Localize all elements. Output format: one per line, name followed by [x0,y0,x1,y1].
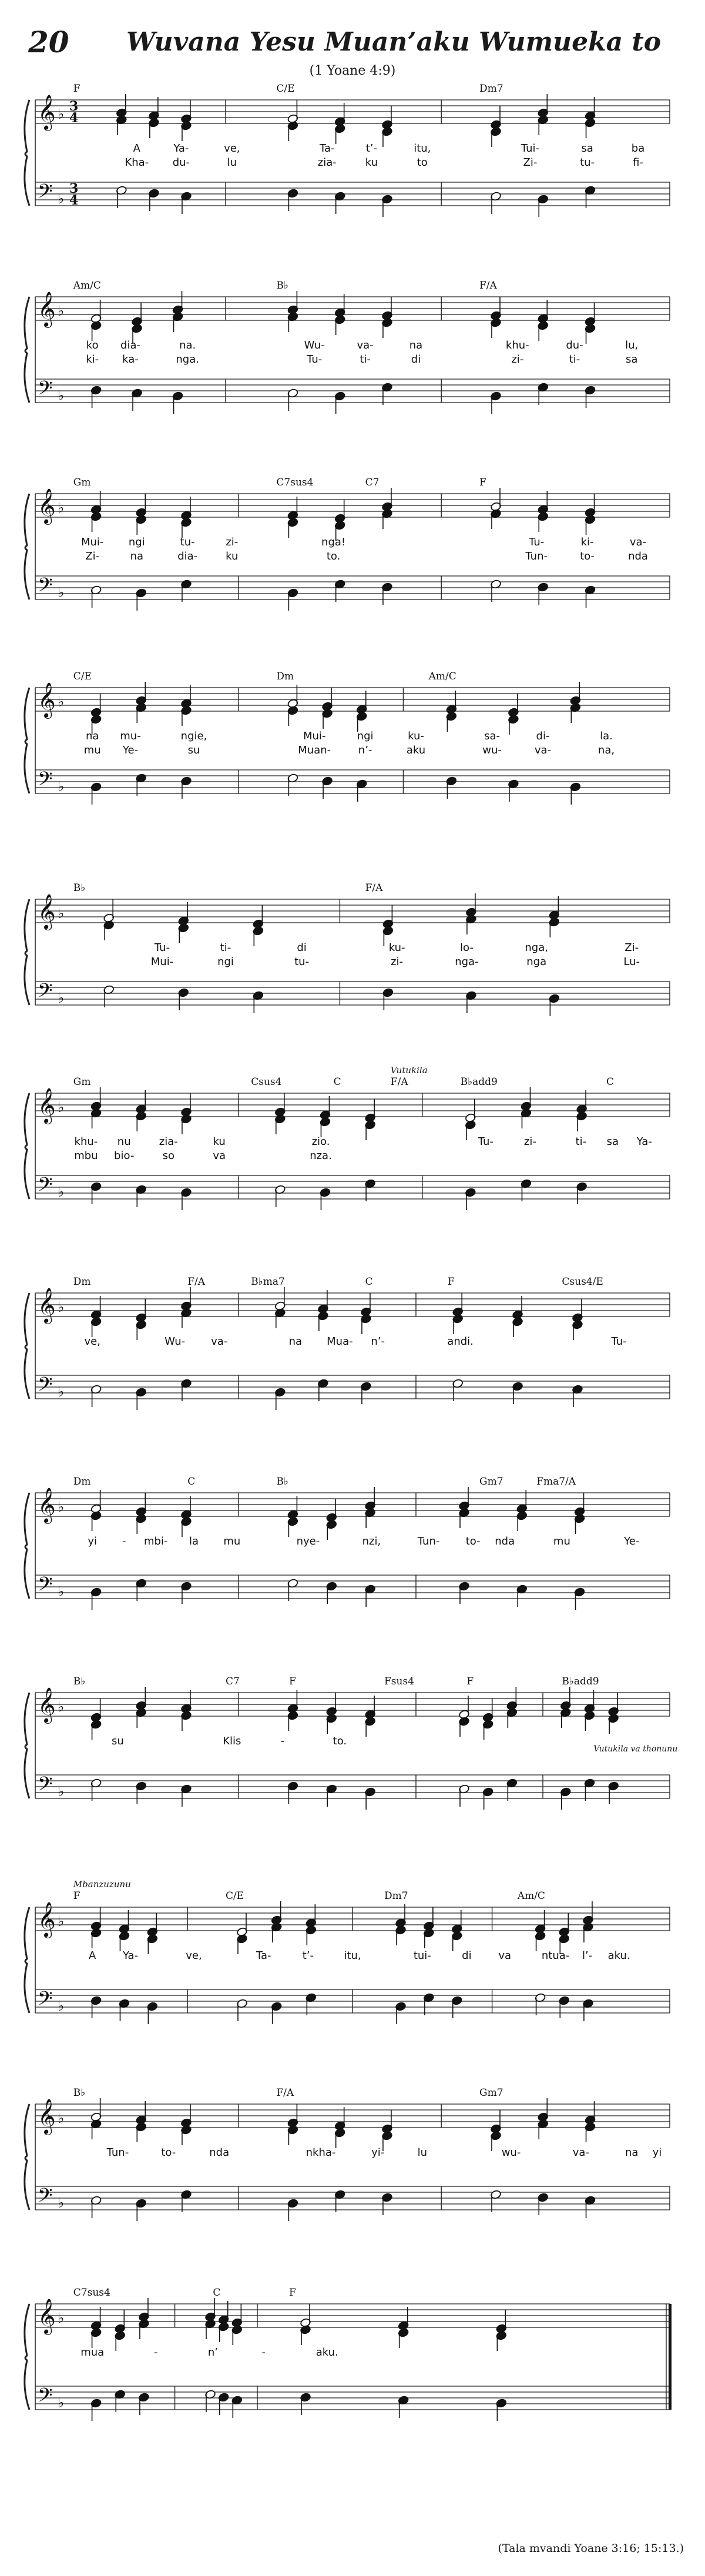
bass-clef: 𝄢 [38,1573,53,1600]
system-1 [25,83,670,217]
lyric-syllable: nga- [455,956,479,968]
lyric-syllable: va- [572,2146,589,2159]
lyric-syllable: nda [209,2146,230,2159]
lyric-syllable: di- [536,730,550,742]
treble-clef: 𝄞 [38,1902,56,1937]
treble-clef: 𝄞 [38,2099,56,2134]
lyric-syllable: ngi [128,536,145,548]
key-signature-flat: ♭ [58,1384,65,1400]
treble-clef: 𝄞 [38,1488,56,1523]
lyric-syllable: na, [597,744,615,756]
system-10 [25,1879,670,2024]
chord-symbol: F/A [187,1276,206,1288]
lyric-syllable: Muan- [298,744,331,756]
system-brace [25,2304,29,2410]
lyric-syllable: di [462,1949,472,1962]
lyric-syllable: la. [600,730,613,742]
chord-symbol: Dm7 [479,83,503,95]
lyric-syllable: nda [495,1535,515,1547]
scripture-reference: (1 Yoane 4:9) [309,63,396,78]
lyric-syllable: Zi- [85,550,100,562]
lyric-syllable: di [297,942,307,954]
lyric-syllable: aku [406,744,426,756]
chord-symbol: F [289,1676,296,1687]
lyric-syllable: va [498,1949,512,1962]
lyric-syllable: nu [117,1135,131,1148]
tempo-marking: Mbanzuzunu [73,1879,131,1890]
bass-clef: 𝄢 [38,2384,53,2411]
lyric-syllable: Ye- [624,1535,640,1547]
key-signature-flat: ♭ [58,1913,65,1930]
time-signature: 3 [69,99,79,114]
lyric-syllable: l’- [582,1949,593,1962]
lyric-syllable: yi- [371,2146,385,2159]
key-signature-flat: ♭ [58,778,65,795]
chord-symbol: C7 [226,1676,240,1687]
lyric-syllable: wu- [482,744,502,756]
lyric-syllable: ku [213,1135,226,1148]
chord-symbol: Fsus4 [384,1676,415,1687]
lyric-syllable: va [213,1150,226,1162]
lyric-syllable: va- [211,1335,228,1348]
system-brace [25,1093,29,1199]
lyric-syllable: zia- [159,1135,178,1148]
lyric-syllable: Kha- [125,156,149,169]
chord-symbol: Am/C [517,1890,545,1902]
chord-symbol: B♭add9 [460,1076,498,1088]
key-signature-flat: ♭ [58,190,65,207]
chord-symbol: F [73,83,80,95]
lyric-syllable: tui- [413,1949,431,1962]
lyric-syllable: ka- [122,353,139,366]
key-signature-flat: ♭ [58,303,65,319]
lyric-syllable: ti- [220,942,231,954]
bass-clef: 𝄢 [38,180,53,207]
lyric-syllable: Ya- [636,1135,652,1148]
footer-reference: (Tala mvandi Yoane 3:16; 15:13.) [498,2542,684,2555]
chord-symbol: C7sus4 [73,2287,110,2299]
lyric-syllable: khu- [74,1135,98,1148]
lyric-syllable: lu, [625,339,639,351]
lyric-syllable: Ta- [256,1949,271,1962]
lyric-syllable: nga. [176,353,199,366]
system-5 [25,882,670,1016]
lyric-syllable: t’- [302,1949,314,1962]
lyric-syllable: Tu- [529,536,545,548]
lyric-syllable: Wu- [304,339,325,351]
lyric-syllable: khu- [505,339,529,351]
lyric-syllable: va- [629,536,647,548]
system-11 [25,2087,670,2221]
lyric-syllable: ki- [580,536,594,548]
chord-symbol: B♭ [276,1476,288,1488]
chord-symbol: Gm [73,477,91,488]
lyric-syllable: nzi, [362,1535,381,1547]
system-brace [25,297,29,403]
key-signature-flat: ♭ [58,694,65,710]
lyric-syllable: Tu- [478,1135,494,1148]
lyric-syllable: Tun- [525,550,548,562]
system-brace [25,899,29,1005]
lyric-syllable: ku- [388,942,405,954]
lyric-syllable: nza. [310,1150,332,1162]
tempo-marking: Vutukila [390,1065,428,1076]
chord-symbol: B♭ [73,1676,86,1687]
lyric-syllable: to [417,156,428,169]
lyric-syllable: Ya- [173,142,189,155]
treble-clef: 𝄞 [38,682,56,718]
system-brace [25,1293,29,1399]
system-brace [25,688,29,793]
chord-symbol: B♭add9 [562,1676,599,1687]
chord-symbol: F [289,2287,296,2299]
treble-clef: 𝄞 [38,292,56,327]
system-brace [25,1693,29,1798]
key-signature-flat: ♭ [58,990,65,1006]
lyric-syllable: itu, [344,1949,361,1962]
lyric-syllable: zi- [226,536,239,548]
lyric-syllable: lu [417,2146,428,2159]
key-signature-flat: ♭ [58,1299,65,1315]
chord-symbol: Am/C [428,671,456,682]
lyric-syllable: - [261,2346,266,2359]
lyric-syllable: ve, [84,1335,100,1348]
lyric-syllable: zi- [391,956,404,968]
key-signature-flat: ♭ [58,905,65,922]
chord-symbol: C [333,1076,341,1088]
treble-clef: 𝄞 [38,2299,56,2334]
lyric-syllable: nga, [525,942,548,954]
performance-note: Vutukila va thonunu [593,1744,678,1754]
lyric-syllable: zi- [523,1135,536,1148]
treble-clef: 𝄞 [38,1288,56,1323]
chord-symbol: Am/C [73,280,101,292]
chord-symbol: C7sus4 [276,477,314,488]
lyric-syllable: Mui- [303,730,326,742]
lyric-syllable: Wu- [164,1335,186,1348]
lyric-syllable: to. [326,550,341,562]
lyric-syllable: sa [581,142,593,155]
lyric-syllable: Klis [223,1735,241,1747]
key-signature-flat: ♭ [58,1583,65,1600]
lyric-syllable: mu [553,1535,570,1547]
key-signature-flat: ♭ [58,1499,65,1515]
treble-clef: 𝄞 [38,894,56,929]
lyric-syllable: tu- [294,956,310,968]
lyric-syllable: A [133,142,140,155]
lyric-syllable: Lu- [623,956,640,968]
lyric-syllable: n’- [371,1335,385,1348]
bass-clef: 𝄢 [38,1988,53,2015]
chord-symbol: Fma7/A [536,1476,576,1488]
final-barline-thick [669,2304,672,2410]
lyric-syllable: la [189,1535,199,1547]
chord-symbol: F/A [365,882,383,894]
chord-symbol: B♭ma7 [251,1276,285,1288]
lyric-syllable: dia- [120,339,140,351]
chord-symbol: F/A [276,2087,294,2099]
lyric-syllable: ti- [575,1135,587,1148]
lyric-syllable: na [409,339,423,351]
system-9 [25,1676,678,1810]
key-signature-flat: ♭ [58,1099,65,1116]
chord-symbol: Csus4 [251,1076,282,1088]
bass-clef: 𝄢 [38,1773,53,1800]
bass-clef: 𝄢 [38,1174,53,1201]
lyric-syllable: Tu- [611,1335,627,1348]
lyric-syllable: di [411,353,421,366]
lyric-syllable: du- [566,339,583,351]
key-signature-flat: ♭ [58,1699,65,1715]
chord-symbol: F [479,477,486,488]
system-6 [25,1065,670,1210]
lyric-syllable: Ye- [122,744,139,756]
lyric-syllable: fi- [633,156,643,169]
chord-symbol: Gm [73,1076,91,1088]
system-8 [25,1476,670,1610]
lyric-syllable: su [187,744,200,756]
chord-symbol: B♭ [73,882,86,894]
lyric-syllable: A [89,1949,96,1962]
chord-symbol: Dm7 [384,1890,408,1902]
lyric-syllable: aku. [607,1949,630,1962]
lyric-syllable: ba [631,142,645,155]
lyric-syllable: nkha- [306,2146,336,2159]
system-12 [25,2287,672,2421]
key-signature-flat: ♭ [58,1998,65,2014]
lyric-syllable: nga! [321,536,346,548]
system-3 [25,477,670,611]
chord-symbol: F [466,1676,474,1687]
chord-symbol: C [365,1276,373,1288]
lyric-syllable: ki- [86,353,99,366]
lyric-syllable: Ta- [320,142,335,155]
lyric-syllable: Ya- [122,1949,139,1962]
lyric-syllable: mu [83,744,101,756]
lyric-syllable: to- [580,550,595,562]
system-brace [25,2104,29,2210]
chord-symbol: B♭ [73,2087,86,2099]
lyric-syllable: na [130,550,144,562]
lyric-syllable: na [625,2146,639,2159]
lyric-syllable: su [112,1735,124,1747]
time-signature: 4 [69,193,79,208]
chord-symbol: F [73,1890,80,1902]
lyric-syllable: zio. [311,1135,330,1148]
system-brace [25,494,29,599]
lyric-syllable: so [162,1150,174,1162]
lyric-syllable: wu- [501,2146,521,2159]
lyric-syllable: n’- [358,744,372,756]
key-signature-flat: ♭ [58,584,65,601]
bass-clef: 𝄢 [38,1374,53,1401]
lyric-syllable: ngi [357,730,374,742]
lyric-syllable: aku. [315,2346,338,2359]
time-signature: 4 [69,110,79,126]
treble-clef: 𝄞 [38,488,56,524]
system-4 [25,671,670,805]
chord-symbol: Gm7 [479,2087,503,2099]
key-signature-flat: ♭ [58,106,65,122]
lyric-syllable: to. [333,1735,347,1747]
lyric-syllable: to- [161,2146,176,2159]
lyric-syllable: mua [80,2346,105,2359]
bass-clef: 𝄢 [38,768,53,795]
lyric-syllable: itu, [414,142,431,155]
lyric-syllable: - [153,2346,158,2359]
treble-clef: 𝄞 [38,95,56,130]
lyric-syllable: va- [534,744,552,756]
lyric-syllable: - [280,1735,285,1747]
chord-symbol: F/A [479,280,497,292]
lyric-syllable: Mui- [150,956,174,968]
lyric-syllable: ngi [217,956,234,968]
lyric-syllable: bio- [114,1150,135,1162]
lyric-syllable: ku [226,550,239,562]
lyric-syllable: ti- [360,353,371,366]
system-2 [25,280,670,414]
lyric-syllable: mbu [74,1150,98,1162]
lyric-syllable: du- [172,156,190,169]
key-signature-flat: ♭ [58,2110,65,2126]
key-signature-flat: ♭ [58,387,65,404]
lyric-syllable: zia- [317,156,337,169]
lyric-syllable: mbi- [143,1535,168,1547]
lyric-syllable: yi [88,1535,98,1547]
lyric-syllable: ku [365,156,378,169]
treble-clef: 𝄞 [38,1088,56,1123]
chord-symbol: C [187,1476,196,1488]
lyric-syllable: Mui- [80,536,104,548]
lyric-syllable: Zi- [625,942,639,954]
lyric-syllable: sa [625,353,638,366]
key-signature-flat: ♭ [58,1184,65,1200]
lyric-syllable: ku- [408,730,424,742]
chord-symbol: C [606,1076,615,1088]
lyric-syllable: nye- [296,1535,320,1547]
lyric-syllable: Tu- [154,942,170,954]
lyric-syllable: dia- [177,550,198,562]
hymn-title: Wuvana Yesu Muan’aku Wumueka to [126,27,662,57]
chord-symbol: Dm [276,671,294,682]
lyric-syllable: Tu- [307,353,323,366]
chord-symbol: Csus4/E [562,1276,603,1288]
lyric-syllable: nga [526,956,547,968]
lyric-syllable: - [122,1535,126,1547]
chord-symbol: C/E [226,1890,244,1902]
chord-symbol: Dm [73,1276,91,1288]
chord-symbol: Gm7 [479,1476,503,1488]
bass-clef: 𝄢 [38,377,53,404]
lyric-syllable: ngie, [180,730,207,742]
system-7 [25,1276,670,1410]
lyric-syllable: ntua- [541,1949,570,1962]
key-signature-flat: ♭ [58,2310,65,2326]
key-signature-flat: ♭ [58,2394,65,2411]
lyric-syllable: sa [606,1135,619,1148]
lyric-syllable: tu- [180,536,195,548]
lyric-syllable: ko [86,339,99,351]
hymn-number: 20 [28,25,69,59]
chord-symbol: C/E [73,671,92,682]
key-signature-flat: ♭ [58,500,65,516]
lyric-syllable: Tui- [521,142,539,155]
chord-symbol: Dm [73,1476,91,1488]
chord-symbol: C/E [276,83,295,95]
lyric-syllable: zi- [511,353,524,366]
system-brace [25,1907,29,2013]
lyric-syllable: mu [223,1535,241,1547]
key-signature-flat: ♭ [58,1783,65,1800]
lyric-syllable: yi [652,2146,662,2159]
chord-symbol: F [448,1276,455,1288]
lyric-syllable: sa- [484,730,501,742]
bass-clef: 𝄢 [38,980,53,1007]
treble-clef: 𝄞 [38,1687,56,1723]
lyric-syllable: to- [465,1535,481,1547]
system-brace [25,1493,29,1599]
lyric-syllable: Zi- [523,156,538,169]
lyric-syllable: Mua- [327,1335,353,1348]
lyric-syllable: na [288,1335,303,1348]
bass-clef: 𝄢 [38,2185,53,2212]
chord-symbol: C7 [365,477,380,488]
lyric-syllable: na [85,730,99,742]
lyric-syllable: andi. [447,1335,474,1348]
lyric-syllable: na. [179,339,196,351]
key-signature-flat: ♭ [58,2195,65,2211]
lyric-syllable: va- [357,339,374,351]
lyric-syllable: t’- [365,142,378,155]
lyric-syllable: Tun- [106,2146,129,2159]
chord-symbol: B♭ [276,280,288,292]
lyric-syllable: Tun- [417,1535,440,1547]
lyric-syllable: ti- [569,353,580,366]
chord-symbol: F/A [390,1076,408,1088]
lyric-syllable: n’ [207,2346,218,2359]
system-brace [25,100,29,206]
lyric-syllable: ve, [224,142,240,155]
lyric-syllable: ve, [186,1949,202,1962]
chord-symbol: C [213,2287,221,2299]
lyric-syllable: tu- [580,156,595,169]
bass-clef: 𝄢 [38,574,53,601]
lyric-syllable: mu- [120,730,141,742]
lyric-syllable: nda [628,550,648,562]
lyric-syllable: lu [227,156,237,169]
time-signature: 3 [69,181,79,196]
lyric-syllable: lo- [459,942,474,954]
